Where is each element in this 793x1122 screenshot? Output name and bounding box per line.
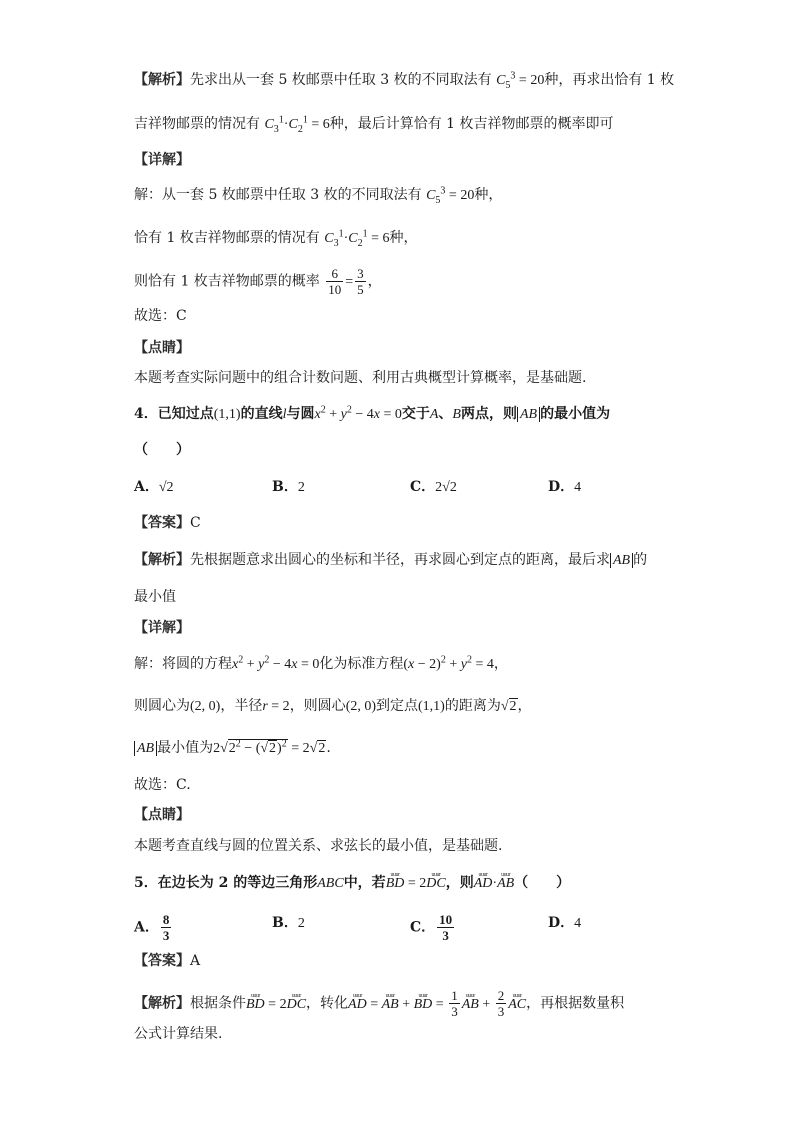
q4-stem-b: 的直线 [240,406,283,422]
detail-tag: 【详解】 [134,152,190,168]
option-value: 2√2 [435,480,457,495]
q4-solution-line2: 则圆心为(2, 0)，半径r = 2，则圆心(2, 0)到定点(1,1)的距离为√2， [134,698,532,714]
combination-product: $C_3^1\cdot C_2^1 = 6$ [264,114,330,135]
q3-analysis2-text-a: 吉祥物邮票的情况有 [134,116,260,132]
q4-analysis-line1: 【解析】先根据题意求出圆心的坐标和半径，再求圆心到定点的距离，最后求 AB 的 [134,552,648,568]
q4-stem-f: 两点，则 [460,406,517,422]
q3-solution-line3: 则恰有 1 枚吉祥物邮票的概率 $\frac{6}{10}$ = $\frac{3}{5}$ ， [134,266,382,297]
q4-sol1-b: 化为标准方程 [319,656,404,672]
fraction-6-10: $\frac{6}{10}$ [328,266,342,297]
q4-stem: 4．已知过点(1,1)的直线l与圆$x^2 + y^2 - 4x = 0$交于A、B两点，则 AB 的最小值为 [134,404,611,422]
q4-sol1-c: ， [493,656,508,672]
q3-solution-line2 [134,228,418,249]
q4-solution-line1: 解：将圆的方程$x^2 + y^2 - 4x = 0$化为标准方程$(x - 2)^2 + y^2 = 4$， [134,654,508,672]
detail-tag: 【详解】 [134,620,190,636]
q3-detail-heading [134,150,190,170]
q4-analysis-b: 的 [633,552,648,568]
q5-analysis-a: 根据条件 [190,995,246,1012]
fraction-3-5: $\frac{3}{5}$ [357,266,364,297]
q5-analysis-line1: 【解析】根据条件uuur BD = 2uuur DC，转化uuur AD = uuur AB + uuur BD = $\frac{1}{3}$ uuur AB + $\frac{2}{3}$ uuur AC，再根据数量积 [134,988,624,1019]
q5-analysis-b: ，转化 [306,995,349,1012]
option-value: 2 [297,480,305,495]
q4-paren: （ ） [134,442,190,458]
q4-sol2-a: 则圆心为 [134,698,190,714]
q4-sol2-f: ， [517,698,532,714]
q3-sol1-text-b: 种， [474,187,503,203]
circle-equation: $x^2 + y^2 - 4x = 0$ [314,404,402,422]
q5-option-c[interactable]: C． $\frac{10}{3}$ [410,912,453,943]
q4-stem-g: 的最小值为 [540,406,611,422]
q3-analysis2-text-b: 种，最后计算恰有 1 枚吉祥物邮票的概率即可 [329,116,614,132]
option-value: √2 [158,480,174,495]
q3-analysis-text-a: 先求出从一套 5 枚邮票中任取 3 枚的不同取法有 [190,72,492,88]
q5-stem-b: 中，若 [343,875,386,891]
q4-sol1-a: 解：将圆的方程 [134,656,232,672]
combination-product: $C_3^1\cdot C_2^1 = 6$ [324,228,390,249]
q4-detail-heading [134,618,190,638]
q4-answer [134,513,201,533]
answer-tag: 【答案】 [134,953,190,969]
q4-analysis-line2: 最小值 [134,589,176,605]
q3-analysis-text-b: 种，再求出恰有 1 枚 [544,72,675,88]
analysis-tag: 【解析】 [134,995,190,1012]
q4-comment-heading [134,805,190,825]
q3-choose: 故选：C [134,308,187,324]
q5-analysis-line2: 公式计算结果. [134,1026,223,1042]
option-value: 4 [574,916,582,931]
q5-stem-c: ，则 [445,875,474,891]
q4-stem-e: 、 [438,406,453,422]
analysis-tag: 【解析】 [134,72,190,88]
q4-stem-c: 与圆 [286,406,315,422]
q4-analysis-a: 先根据题意求出圆心的坐标和半径，再求圆心到定点的距离，最后求 [190,552,610,568]
comment-tag: 【点睛】 [134,340,190,356]
q5-analysis-c: ，再根据数量积 [526,995,625,1012]
q5-answer [134,951,200,971]
option-value: 4 [574,480,582,495]
q5-option-a[interactable]: A． $\frac{8}{3}$ [134,912,170,943]
option-fraction: $\frac{8}{3}$ [162,912,170,943]
q3-comment-text: 本题考查实际问题中的组合计数问题、利用古典概型计算概率，是基础题. [134,370,587,386]
q4-sol2-d: 到定点 [376,698,419,714]
analysis-tag: 【解析】 [134,552,190,568]
q3-sol3-text-b: ， [367,273,382,290]
q3-solution-line1 [134,185,502,206]
q4-sol2-c: ，则圆心 [289,698,346,714]
q4-sol2-e: 的距离为 [444,698,501,714]
q3-sol2-text-b: 种， [389,230,418,246]
option-value: 2 [297,916,305,931]
q4-sol3-a: 最小值为 [157,740,214,756]
q3-sol3-text-a: 则恰有 1 枚吉祥物邮票的概率 [134,273,320,290]
q5-option-b[interactable]: B．2 [272,915,305,931]
q4-option-c[interactable]: C．2√2 [410,479,457,495]
chord-length-formula: $2√2^2 - (√2)^2 = 2√2$ [213,738,326,756]
answer-tag: 【答案】 [134,515,190,531]
q4-sol2-b: ，半径 [220,698,263,714]
q3-analysis-line1 [134,70,674,91]
q3-sol1-text-a: 解：从一套 5 枚邮票中任取 3 枚的不同取法有 [134,187,422,203]
combination-c53: $C_5^3 = 20$ [426,185,475,206]
q4-comment-text: 本题考查直线与圆的位置关系、求弦长的最小值，是基础题. [134,838,503,854]
q4-solution-line3: AB 最小值为$2√2^2 - (√2)^2 = 2√2$. [134,738,331,759]
q5-stem-a: 5．在边长为 2 的等边三角形 [134,875,318,891]
q5-answer-value: A [190,953,201,969]
q4-answer-value: C [190,515,201,531]
q4-choose: 故选：C. [134,777,191,793]
q5-option-d[interactable]: D．4 [548,915,582,931]
q4-option-a[interactable]: A．√2 [134,479,174,495]
q4-option-b[interactable]: B．2 [272,479,305,495]
q4-stem-d: 交于 [401,406,430,422]
q3-analysis-line2 [134,114,614,135]
comment-tag: 【点睛】 [134,807,190,823]
combination-c53: $C_5^3 = 20$ [496,70,545,91]
q3-comment-heading [134,338,190,358]
q4-stem-a: 4．已知过点 [134,406,214,422]
q5-paren: （ ） [514,875,571,891]
q5-stem: 5．在边长为 2 的等边三角形ABC中，若uuur BD = 2uuur DC，则uuur AD·uuur AB（ ） [134,873,570,894]
q3-sol2-text-a: 恰有 1 枚吉祥物邮票的情况有 [134,230,320,246]
option-fraction: $\frac{10}{3}$ [439,912,453,943]
q4-option-d[interactable]: D．4 [548,479,582,495]
q4-sol3-b: . [326,740,331,756]
